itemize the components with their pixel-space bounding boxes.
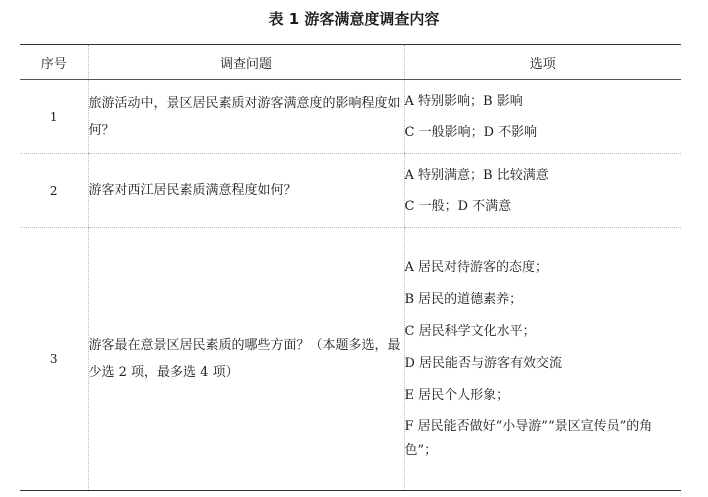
option-line: C 一般影响；D 不影响 — [404, 124, 538, 140]
row-number: 2 — [20, 154, 88, 228]
row-number: 1 — [20, 80, 88, 154]
header-num: 序号 — [20, 45, 88, 80]
options-cell — [404, 80, 681, 154]
question-text: 游客最在意景区居民素质的哪些方面？（本题多选，最少选 2 项，最多选 4 项） — [88, 228, 404, 491]
header-options: 选项 — [404, 45, 681, 80]
option-line: A 特别满意；B 比较满意 — [404, 167, 549, 183]
table-row — [20, 228, 681, 491]
header-row — [20, 45, 681, 80]
options-cell — [404, 154, 681, 228]
question-text: 旅游活动中，景区居民素质对游客满意度的影响程度如何？ — [88, 80, 404, 154]
option-line: D 居民能否与游客有效交流 — [404, 356, 563, 371]
option-line: A 特别影响；B 影响 — [404, 93, 523, 109]
survey-table — [20, 44, 681, 491]
option-line: B 居民的道德素养； — [404, 292, 523, 307]
row-number: 3 — [20, 228, 88, 491]
option-line: C 一般；D 不满意 — [404, 198, 512, 214]
option-line: A 居民对待游客的态度； — [404, 260, 549, 275]
header-question: 调查问题 — [88, 45, 404, 80]
table-caption: 表 1 游客满意度调查内容 — [268, 10, 440, 28]
options-cell — [404, 228, 681, 491]
option-line: E 居民个人形象； — [404, 388, 510, 403]
option-line: C 居民科学文化水平； — [404, 324, 536, 339]
table-row — [20, 80, 681, 154]
option-line: F 居民能否做好“小导游”“景区宣传员”的角色”； — [404, 419, 653, 458]
table-row — [20, 154, 681, 228]
question-text: 游客对西江居民素质满意程度如何？ — [88, 154, 404, 228]
